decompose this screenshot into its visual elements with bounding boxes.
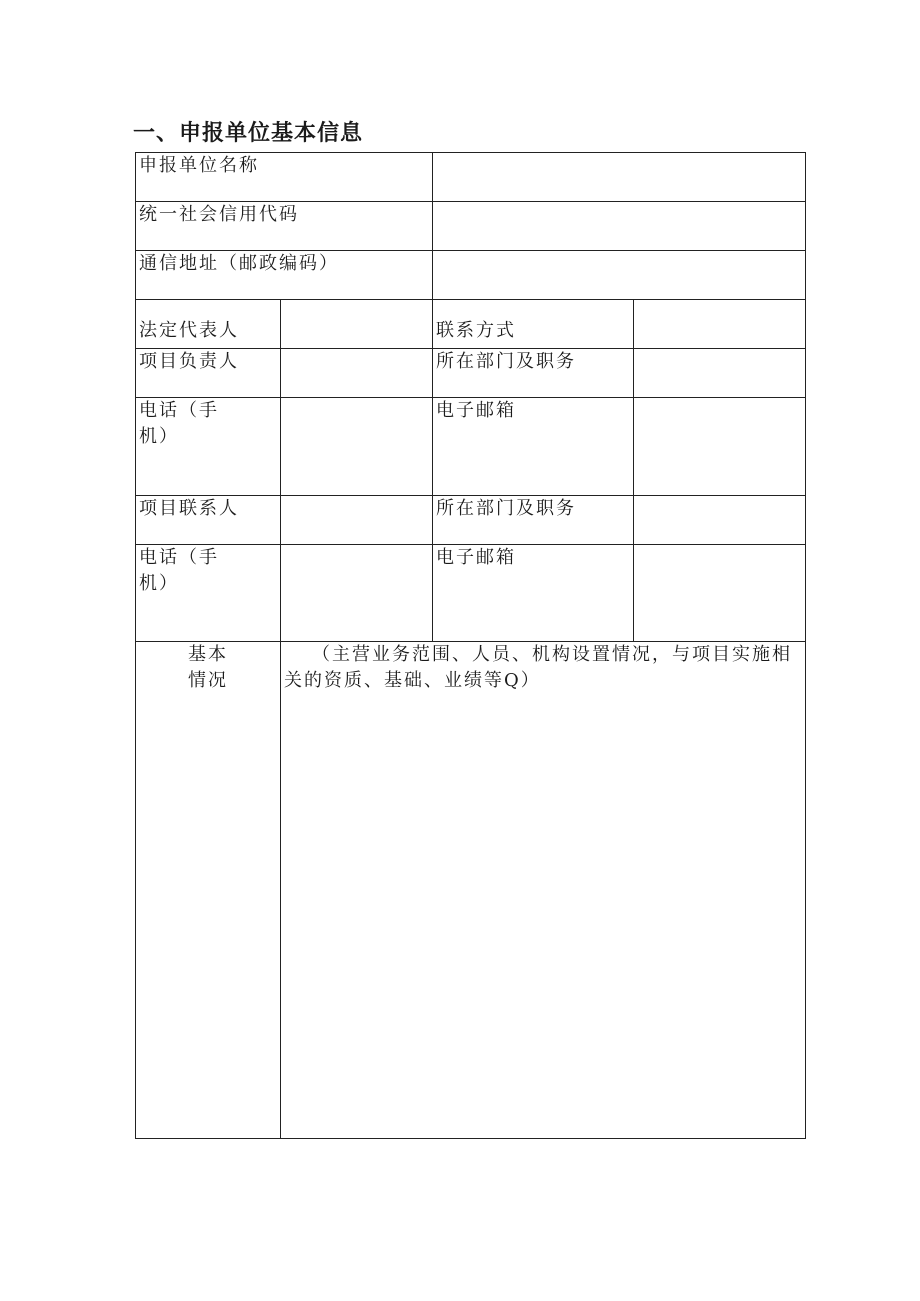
- contact-email-label: 电子邮箱: [433, 545, 634, 642]
- project-lead-field[interactable]: [281, 349, 433, 398]
- contact-email-field[interactable]: [634, 545, 806, 642]
- project-contact-dept-label: 所在部门及职务: [433, 496, 634, 545]
- row-credit-code: [136, 202, 806, 251]
- row-project-lead: [136, 349, 806, 398]
- project-lead-label: 项目负责人: [136, 349, 281, 398]
- project-lead-dept-field[interactable]: [634, 349, 806, 398]
- contact-phone-label: [136, 545, 281, 642]
- row-legal-rep: [136, 300, 806, 349]
- lead-phone-label-line2: 机）: [139, 426, 179, 447]
- row-lead-phone: [136, 398, 806, 496]
- contact-phone-label-line2: 机）: [139, 573, 179, 594]
- credit-code-label: 统一社会信用代码: [136, 202, 433, 251]
- address-label: 通信地址（邮政编码）: [136, 251, 433, 300]
- lead-phone-field[interactable]: [281, 398, 433, 496]
- lead-email-label: 电子邮箱: [433, 398, 634, 496]
- row-address: [136, 251, 806, 300]
- basic-info-label: [136, 642, 281, 1139]
- basic-info-label-line2: 情况: [188, 670, 228, 691]
- row-basic-info: [136, 642, 806, 1139]
- basic-info-field[interactable]: [281, 642, 806, 1139]
- unit-name-field[interactable]: [433, 153, 806, 202]
- row-project-contact: [136, 496, 806, 545]
- section-title: 一、申报单位基本信息: [133, 121, 364, 146]
- address-field[interactable]: [433, 251, 806, 300]
- lead-phone-label-line1: 电话（手: [139, 400, 219, 421]
- basic-info-label-line1: 基本: [188, 644, 228, 665]
- legal-rep-contact-field[interactable]: [634, 300, 806, 349]
- credit-code-field[interactable]: [433, 202, 806, 251]
- lead-phone-label: [136, 398, 281, 496]
- contact-phone-label-line1: 电话（手: [139, 547, 219, 568]
- legal-rep-contact-label: 联系方式: [433, 300, 634, 349]
- lead-email-field[interactable]: [634, 398, 806, 496]
- contact-phone-field[interactable]: [281, 545, 433, 642]
- legal-rep-field[interactable]: [281, 300, 433, 349]
- unit-name-label: 申报单位名称: [136, 153, 433, 202]
- project-contact-field[interactable]: [281, 496, 433, 545]
- basic-info-hint: （主营业务范围、人员、机构设置情况，与项目实施相关的资质、基础、业绩等Q）: [284, 644, 792, 691]
- basic-info-form: [135, 152, 806, 1139]
- legal-rep-label: 法定代表人: [136, 300, 281, 349]
- project-lead-dept-label: 所在部门及职务: [433, 349, 634, 398]
- project-contact-dept-field[interactable]: [634, 496, 806, 545]
- row-unit-name: [136, 153, 806, 202]
- project-contact-label: 项目联系人: [136, 496, 281, 545]
- row-contact-phone: [136, 545, 806, 642]
